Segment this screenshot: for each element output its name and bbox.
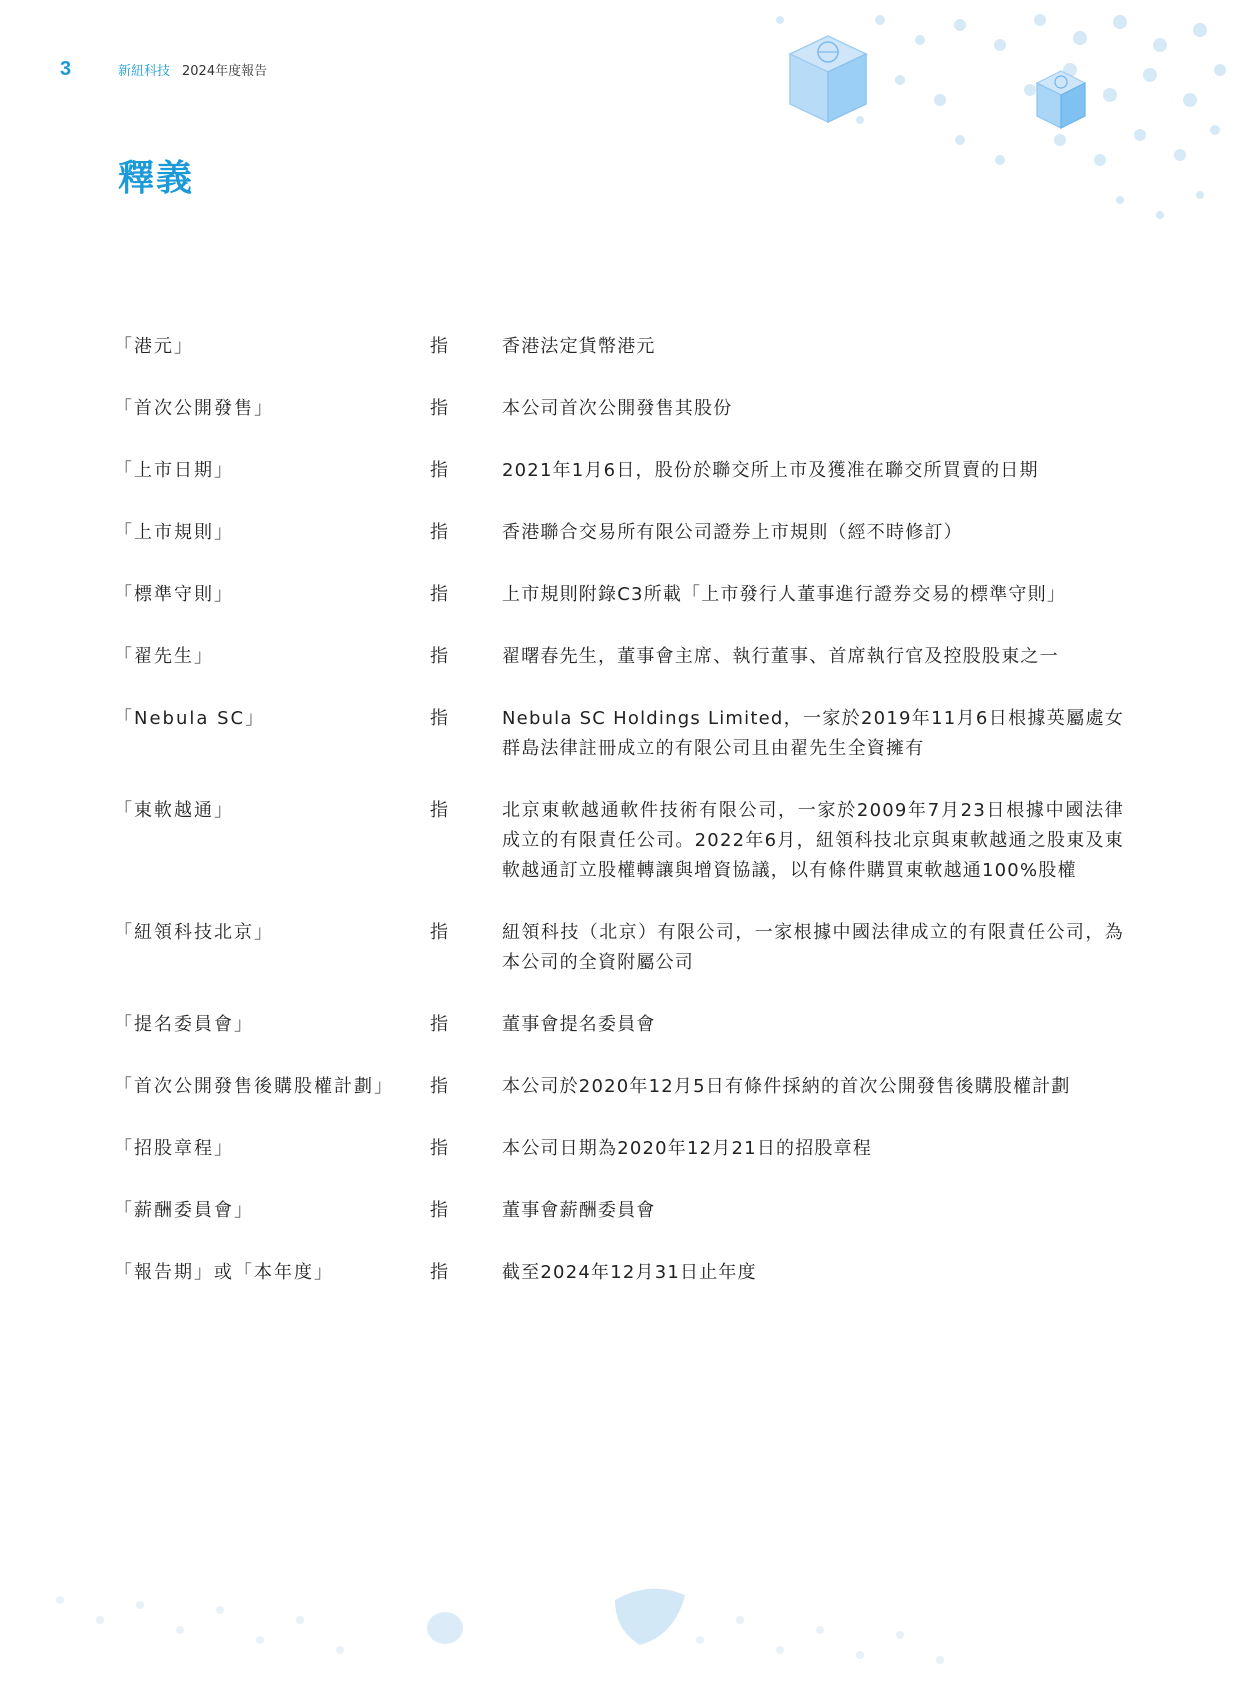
page-title: 釋義	[118, 158, 195, 199]
means-label: 指	[430, 1076, 448, 1097]
definition-term: 「上市日期」	[114, 460, 234, 481]
definition-text: 翟曙春先生，董事會主席、執行董事、首席執行官及控股股東之一	[502, 646, 1059, 667]
definition-term: 「Nebula SC」	[114, 708, 266, 729]
definition-row	[114, 580, 1124, 610]
means-label: 指	[430, 584, 448, 605]
means-label: 指	[430, 522, 448, 543]
report-title: 2024年度報告	[182, 64, 268, 79]
means-label: 指	[430, 460, 448, 481]
definition-row	[114, 1258, 1124, 1288]
definition-text: 董事會提名委員會	[502, 1014, 656, 1035]
definition-text: Nebula SC Holdings Limited，一家於2019年11月6日根據英屬處女群島法律註冊成立的有限公司且由翟先生全資擁有	[502, 708, 1124, 759]
means-label: 指	[430, 922, 448, 943]
means-label: 指	[430, 646, 448, 667]
definition-row	[114, 918, 1124, 978]
means-label: 指	[430, 336, 448, 357]
definition-term: 「翟先生」	[114, 646, 214, 667]
definition-row	[114, 456, 1124, 486]
definition-row	[114, 1196, 1124, 1226]
definition-row	[114, 796, 1124, 886]
definition-term: 「提名委員會」	[114, 1014, 254, 1035]
definition-term: 「報告期」或「本年度」	[114, 1262, 334, 1283]
definition-term: 「東軟越通」	[114, 800, 234, 821]
definition-row	[114, 332, 1124, 362]
means-label: 指	[430, 800, 448, 821]
definition-text: 本公司日期為2020年12月21日的招股章程	[502, 1138, 873, 1159]
definition-row	[114, 394, 1124, 424]
definition-term: 「招股章程」	[114, 1138, 234, 1159]
definition-row	[114, 1010, 1124, 1040]
definition-text: 2021年1月6日，股份於聯交所上市及獲准在聯交所買賣的日期	[502, 460, 1039, 481]
definition-term: 「上市規則」	[114, 522, 234, 543]
definition-text: 本公司於2020年12月5日有條件採納的首次公開發售後購股權計劃	[502, 1076, 1071, 1097]
definition-term: 「首次公開發售」	[114, 398, 274, 419]
means-label: 指	[430, 398, 448, 419]
definition-term: 「薪酬委員會」	[114, 1200, 254, 1221]
definition-text: 董事會薪酬委員會	[502, 1200, 656, 1221]
definition-term: 「紐領科技北京」	[114, 922, 274, 943]
cube-icon-large	[786, 32, 870, 128]
definition-row	[114, 1072, 1124, 1102]
definition-row	[114, 642, 1124, 672]
means-label: 指	[430, 1138, 448, 1159]
definitions-list	[114, 332, 1124, 1320]
company-name: 新紐科技	[118, 64, 171, 79]
definition-text: 上市規則附錄C3所載「上市發行人董事進行證券交易的標準守則」	[502, 584, 1067, 605]
definition-text: 北京東軟越通軟件技術有限公司，一家於2009年7月23日根據中國法律成立的有限責任公司。2022年6月，紐領科技北京與東軟越通之股東及東軟越通訂立股權轉讓與增資協議，以有條件購買東軟越通100%股權	[502, 800, 1124, 881]
page-number: 3	[60, 58, 72, 80]
definition-row	[114, 518, 1124, 548]
means-label: 指	[430, 1262, 448, 1283]
definition-row	[114, 704, 1124, 764]
definition-term: 「首次公開發售後購股權計劃」	[114, 1076, 394, 1097]
means-label: 指	[430, 708, 448, 729]
page-header	[60, 58, 267, 82]
means-label: 指	[430, 1200, 448, 1221]
definition-text: 香港聯合交易所有限公司證券上市規則（經不時修訂）	[502, 522, 963, 543]
means-label: 指	[430, 1014, 448, 1035]
definition-text: 香港法定貨幣港元	[502, 336, 656, 357]
definition-term: 「標準守則」	[114, 584, 234, 605]
definition-text: 紐領科技（北京）有限公司，一家根據中國法律成立的有限責任公司，為本公司的全資附屬公司	[502, 922, 1124, 973]
definition-text: 截至2024年12月31日止年度	[502, 1262, 757, 1283]
definition-text: 本公司首次公開發售其股份	[502, 398, 733, 419]
definition-term: 「港元」	[114, 336, 194, 357]
definition-row	[114, 1134, 1124, 1164]
cube-icon-small	[1034, 68, 1088, 132]
